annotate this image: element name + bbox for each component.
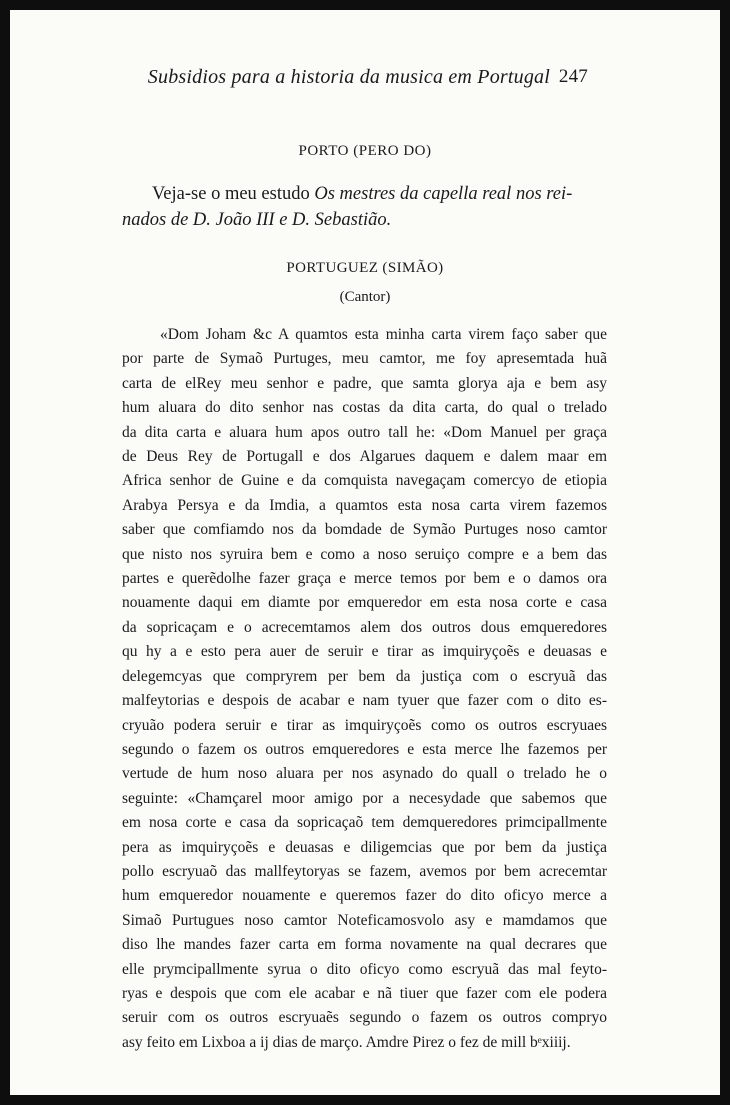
- running-head: [10, 66, 720, 89]
- entry-subheading: (Cantor): [339, 289, 391, 305]
- work-title-part2: nados de D. João III e D. Sebastião.: [122, 210, 392, 230]
- body-line: Arabya Persya e da Imdia, a quamtos esta nosa carta virem fazemos: [122, 496, 607, 514]
- running-title: Subsidios para a historia da musica em Portugal: [147, 66, 550, 88]
- body-line: partes e querẽdolhe fazer graça e merce temos por bem e o damos ora: [122, 570, 607, 588]
- body-line: asy feito em Lixboa a ij dias de março. Amdre Pirez o fez de mill bᵉxiiij.: [122, 1033, 571, 1051]
- body-line: por parte de Symaõ Purtuges, meu camtor, me foy apresemtada huã: [122, 350, 607, 368]
- body-line: qu hy a e esto pera auer de seruir e tirar as imquiryçoẽs e deuasas e: [122, 643, 607, 661]
- work-title-part1: Os mestres da capella real nos rei-: [314, 184, 573, 204]
- body-line: vertude de hum noso aluara per nos asynado do quall o trelado he o: [122, 765, 607, 783]
- body-line: carta de elRey meu senhor e padre, que samta glorya aja e bem asy: [122, 374, 607, 392]
- body-line: de Deus Rey de Portugall e dos Algarues daquem e dalem maar em: [122, 448, 607, 466]
- body-line: seruir com os outros escryuaẽs segundo o fazem os outros compryo: [122, 1009, 607, 1027]
- entry-heading-porto: PORTO (PERO DO): [298, 143, 432, 159]
- body-line: pollo escryuaõ das mallfeytoryas se fazem, avemos por bem acrecemtar: [122, 862, 607, 880]
- body-line: Africa senhor de Guine e da comquista navegaçam comercyo de etiopia: [122, 472, 607, 490]
- document-body: [122, 323, 607, 1055]
- body-line: Simaõ Purtugues noso camtor Noteficamosvolo asy e mamdamos que: [122, 911, 607, 929]
- body-line: pera as imquiryçoẽs e deuasas e diligemcias que por bem da justiça: [122, 838, 607, 856]
- document-page: [10, 10, 720, 1095]
- body-line: saber que comfiamdo nos da bomdade de Symão Purtuges noso camtor: [122, 521, 607, 539]
- body-line: seguinte: «Chamçarel moor amigo por a necesydade que sabemos que: [122, 789, 607, 807]
- body-line: diso lhe mandes fazer carta em forma novamente na qual decrares que: [122, 936, 607, 954]
- entry-heading-portuguez: PORTUGUEZ (SIMÃO): [286, 260, 444, 276]
- entry-text-porto: [122, 181, 592, 233]
- body-line: hum aluara do dito senhor nas costas da dita carta, do qual o trelado: [122, 399, 607, 417]
- body-line: ryas e despois que com ele acabar e nã tiuer que fazer com ele podera: [122, 984, 607, 1002]
- body-line: da sopricaçam e o acrecemtamos alem dos outros dous emqueredores: [122, 618, 607, 636]
- entry-text-prefix: Veja-se o meu estudo: [152, 184, 315, 204]
- body-line: cryuão podera seruir e tirar as imquiryçoẽs como os outros escryuaes: [122, 716, 607, 734]
- entry-text-line-2: [122, 207, 592, 233]
- body-line: em nosa corte e casa da sopricaçaõ tem demqueredores primcipallmente: [122, 814, 607, 832]
- body-line: segundo o fazem os outros emqueredores e esta merce lhe fazemos per: [122, 740, 607, 758]
- body-line: malfeytorias e despois de acabar e nam tyuer que fazer com o dito es-: [122, 692, 607, 710]
- body-line: hum emqueredor nouamente e queremos fazer do dito oficyo merce a: [122, 887, 607, 905]
- body-line: da dita carta e aluara hum apos outro tall he: «Dom Manuel per graça: [122, 423, 607, 441]
- page-number: 247: [558, 66, 588, 87]
- body-line: que nisto nos syruira bem e como a noso seruiço compre e a bem das: [122, 545, 607, 563]
- body-line: elle prymcipallmente syrua o dito oficyo como escryuã das mal feyto-: [122, 960, 607, 978]
- body-line: delegemcyas que compryrem per bem da justiça com o escryuã das: [122, 667, 607, 685]
- entry-text-line-1: [122, 181, 592, 207]
- body-line: nouamente daqui em diamte por emqueredor em esta nosa corte e casa: [122, 594, 607, 612]
- body-line: «Dom Joham &c A quamtos esta minha carta virem faço saber que: [160, 326, 607, 343]
